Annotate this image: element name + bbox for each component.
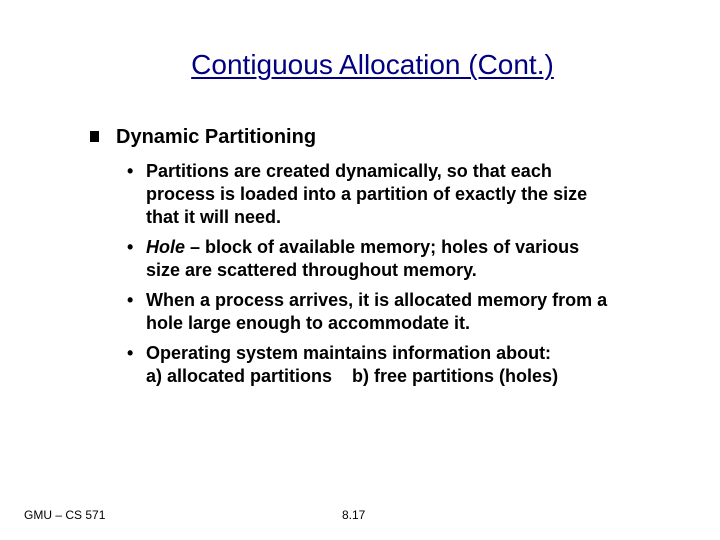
sub-bullet-item bbox=[127, 289, 687, 335]
bullet-line: process is loaded into a partition of exactly the size bbox=[146, 184, 588, 204]
sub-bullet-item bbox=[127, 160, 687, 229]
sub-bullet-item bbox=[127, 342, 687, 388]
page-number: 8.17 bbox=[342, 508, 366, 522]
hole-term: Hole bbox=[146, 237, 186, 257]
round-bullet-icon: • bbox=[127, 290, 134, 310]
sub-bullet-list bbox=[127, 160, 687, 395]
bullet-line: size are scattered throughout memory. bbox=[146, 260, 477, 280]
round-bullet-icon: • bbox=[127, 343, 134, 363]
bullet-line: hole large enough to accommodate it. bbox=[146, 313, 471, 333]
round-bullet-icon: • bbox=[127, 161, 134, 181]
bullet-line: a) allocated partitions b) free partitions (holes) bbox=[146, 366, 559, 386]
bullet-line: that it will need. bbox=[146, 207, 282, 227]
bullet-line bbox=[146, 236, 687, 259]
bullet-line: When a process arrives, it is allocated memory from a bbox=[146, 290, 608, 310]
footer-course-label: GMU – CS 571 bbox=[24, 508, 106, 522]
slide-title: Contiguous Allocation (Cont.) bbox=[191, 49, 554, 80]
round-bullet-icon: • bbox=[127, 237, 134, 257]
bullet-line: Operating system maintains information about: bbox=[146, 343, 552, 363]
sub-bullet-item bbox=[127, 236, 687, 282]
bullet-line: Partitions are created dynamically, so that each bbox=[146, 161, 552, 181]
square-bullet-icon bbox=[90, 131, 99, 142]
hole-definition: – block of available memory; holes of various bbox=[185, 237, 580, 257]
main-bullet-text: Dynamic Partitioning bbox=[116, 126, 317, 148]
